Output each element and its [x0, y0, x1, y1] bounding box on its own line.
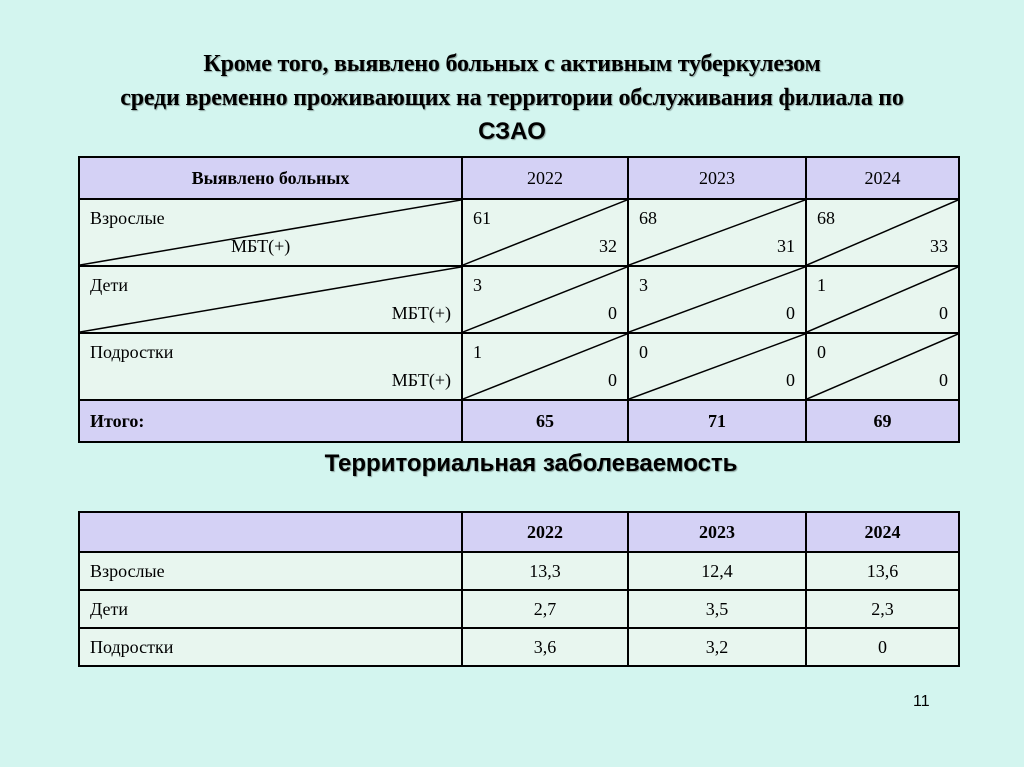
- table2-header-year: 2024: [806, 512, 959, 552]
- rate-value: 12,4: [628, 552, 806, 590]
- table1-header-year: 2023: [628, 157, 806, 199]
- total-value: 1: [817, 275, 826, 295]
- table-row: [79, 552, 959, 590]
- table2-header-year: 2023: [628, 512, 806, 552]
- page-number: 11: [913, 693, 930, 710]
- total-value: 65: [462, 400, 628, 442]
- table2-header-label: [79, 512, 462, 552]
- total-value: 3: [473, 275, 482, 295]
- row-label: Дети: [79, 590, 462, 628]
- title-line-3: СЗАО: [478, 118, 546, 145]
- row-sublabel: МБТ(+): [231, 236, 291, 256]
- rate-value: 2,3: [806, 590, 959, 628]
- title-line-1: Кроме того, выявлено больных с активным туберкулезом: [203, 51, 821, 77]
- split-cell: [628, 199, 806, 266]
- mbt-value: 0: [608, 303, 617, 323]
- mbt-value: 31: [777, 236, 795, 256]
- total-value: 69: [806, 400, 959, 442]
- rate-value: 13,6: [806, 552, 959, 590]
- total-label: Итого:: [79, 400, 462, 442]
- row-label: Дети: [90, 275, 128, 295]
- mbt-value: 0: [939, 370, 948, 390]
- split-cell: [806, 199, 959, 266]
- slide-title: [0, 47, 1024, 149]
- mbt-value: 0: [786, 303, 795, 323]
- total-value: 3: [639, 275, 648, 295]
- table1-header-year: 2024: [806, 157, 959, 199]
- rate-value: 0: [806, 628, 959, 666]
- section-subtitle: Территориальная заболеваемость: [324, 450, 738, 477]
- split-cell: [462, 199, 628, 266]
- total-value: 71: [628, 400, 806, 442]
- mbt-value: 0: [939, 303, 948, 323]
- mbt-value: 32: [599, 236, 617, 256]
- split-cell: [628, 333, 806, 400]
- detected-patients-table: [78, 156, 960, 443]
- title-line-2: среди временно проживающих на территории обслуживания филиала по: [120, 85, 904, 111]
- rate-value: 3,5: [628, 590, 806, 628]
- split-cell: [628, 266, 806, 333]
- total-value: 68: [817, 208, 835, 228]
- rate-value: 3,6: [462, 628, 628, 666]
- table2-header-year: 2022: [462, 512, 628, 552]
- rate-value: 3,2: [628, 628, 806, 666]
- row-label-cell: [79, 333, 462, 400]
- row-sublabel: МБТ(+): [391, 370, 451, 390]
- rate-value: 13,3: [462, 552, 628, 590]
- mbt-value: 33: [930, 236, 948, 256]
- total-row: [79, 400, 959, 442]
- row-label: Подростки: [90, 342, 174, 362]
- row-label: Подростки: [79, 628, 462, 666]
- total-value: 0: [639, 342, 648, 362]
- table-row: [79, 266, 959, 333]
- split-cell: [806, 266, 959, 333]
- row-label: Взрослые: [79, 552, 462, 590]
- mbt-value: 0: [786, 370, 795, 390]
- mbt-value: 0: [608, 370, 617, 390]
- total-value: 68: [639, 208, 657, 228]
- split-cell: [806, 333, 959, 400]
- table1-header-label: Выявлено больных: [79, 157, 462, 199]
- table-row: [79, 333, 959, 400]
- table-row: [79, 199, 959, 266]
- row-label-cell: [79, 199, 462, 266]
- total-value: 0: [817, 342, 826, 362]
- table-row: [79, 628, 959, 666]
- row-label-cell: [79, 266, 462, 333]
- territorial-incidence-table: [78, 511, 960, 667]
- row-label: Взрослые: [90, 208, 165, 228]
- table-row: [79, 590, 959, 628]
- total-value: 61: [473, 208, 491, 228]
- split-cell: [462, 333, 628, 400]
- total-value: 1: [473, 342, 482, 362]
- table1-header-year: 2022: [462, 157, 628, 199]
- split-cell: [462, 266, 628, 333]
- rate-value: 2,7: [462, 590, 628, 628]
- row-sublabel: МБТ(+): [391, 303, 451, 323]
